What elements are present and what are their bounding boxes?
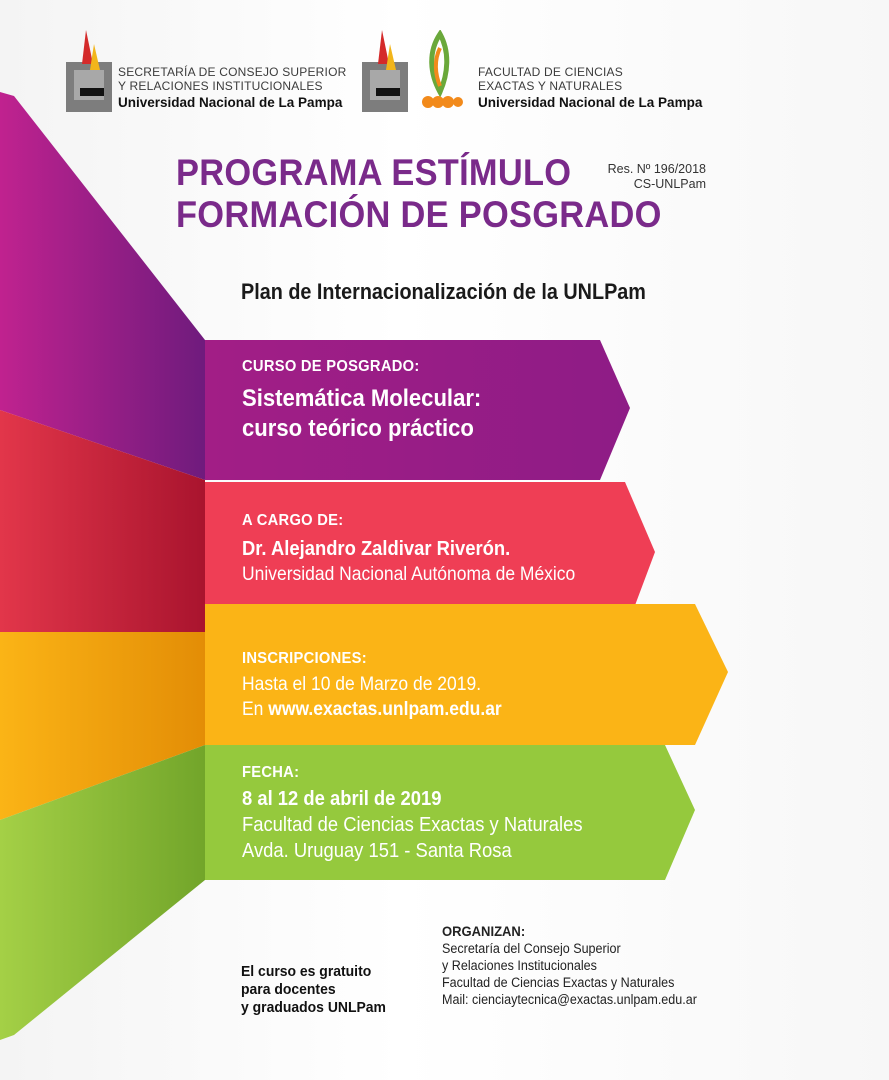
organizer-line2: y Relaciones Institucionales: [442, 958, 597, 973]
course-title-line1: Sistemática Molecular:: [242, 385, 482, 412]
instructor-section: [242, 512, 575, 587]
date-label: FECHA:: [242, 764, 300, 781]
program-title: [176, 152, 662, 236]
title-line1: PROGRAMA ESTÍMULO: [176, 152, 572, 193]
free-line2: para docentes: [241, 981, 336, 998]
organizers: [442, 923, 697, 1008]
registration-label: INSCRIPCIONES:: [242, 650, 367, 667]
facultad-logo: [362, 30, 722, 115]
course-title-line2: curso teórico práctico: [242, 415, 474, 442]
organizers-heading: ORGANIZAN:: [442, 923, 526, 939]
free-line3: y graduados UNLPam: [241, 999, 386, 1016]
left-logo-line1: SECRETARÍA DE CONSEJO SUPERIOR: [118, 65, 347, 79]
registration-url-link[interactable]: www.exactas.unlpam.edu.ar: [268, 699, 502, 720]
right-logo-line2: EXACTAS Y NATURALES: [478, 79, 623, 93]
date-section: [242, 764, 583, 864]
faculty-leaf-icon: [418, 30, 464, 112]
registration-url-line: [242, 697, 502, 722]
registration-deadline: Hasta el 10 de Marzo de 2019.: [242, 674, 482, 695]
right-logo-university: Universidad Nacional de La Pampa: [478, 95, 703, 110]
university-emblem-icon: [362, 30, 408, 112]
instructor-affiliation: Universidad Nacional Autónoma de México: [242, 564, 576, 585]
right-logo-line1: FACULTAD DE CIENCIAS: [478, 65, 623, 79]
resolution-line2: CS-UNLPam: [633, 177, 706, 191]
secretaria-logo: [66, 30, 346, 115]
course-dates: 8 al 12 de abril de 2019: [242, 788, 442, 810]
resolution-number: [596, 162, 706, 192]
title-line2: FORMACIÓN DE POSGRADO: [176, 194, 662, 235]
left-logo-university: Universidad Nacional de La Pampa: [118, 95, 343, 110]
course-section: [242, 358, 481, 444]
instructor-name: Dr. Alejandro Zaldivar Riverón.: [242, 538, 511, 560]
venue: Facultad de Ciencias Exactas y Naturales: [242, 814, 583, 836]
university-emblem-icon: [66, 30, 112, 112]
contact-mail[interactable]: Mail: cienciaytecnica@exactas.unlpam.edu.ar: [442, 992, 697, 1007]
registration-prefix: En: [242, 699, 269, 720]
free-course-note: [241, 963, 386, 1017]
left-logo-line2: Y RELACIONES INSTITUCIONALES: [118, 79, 323, 93]
instructor-label: A CARGO DE:: [242, 512, 344, 529]
registration-section: [242, 650, 502, 722]
resolution-line1: Res. Nº 196/2018: [607, 162, 706, 176]
organizer-line1: Secretaría del Consejo Superior: [442, 941, 621, 956]
free-line1: El curso es gratuito: [241, 963, 372, 980]
course-label: CURSO DE POSGRADO:: [242, 358, 420, 375]
organizer-line3: Facultad de Ciencias Exactas y Naturales: [442, 975, 675, 990]
address: Avda. Uruguay 151 - Santa Rosa: [242, 840, 512, 862]
plan-subtitle: Plan de Internacionalización de la UNLPam: [241, 279, 646, 304]
